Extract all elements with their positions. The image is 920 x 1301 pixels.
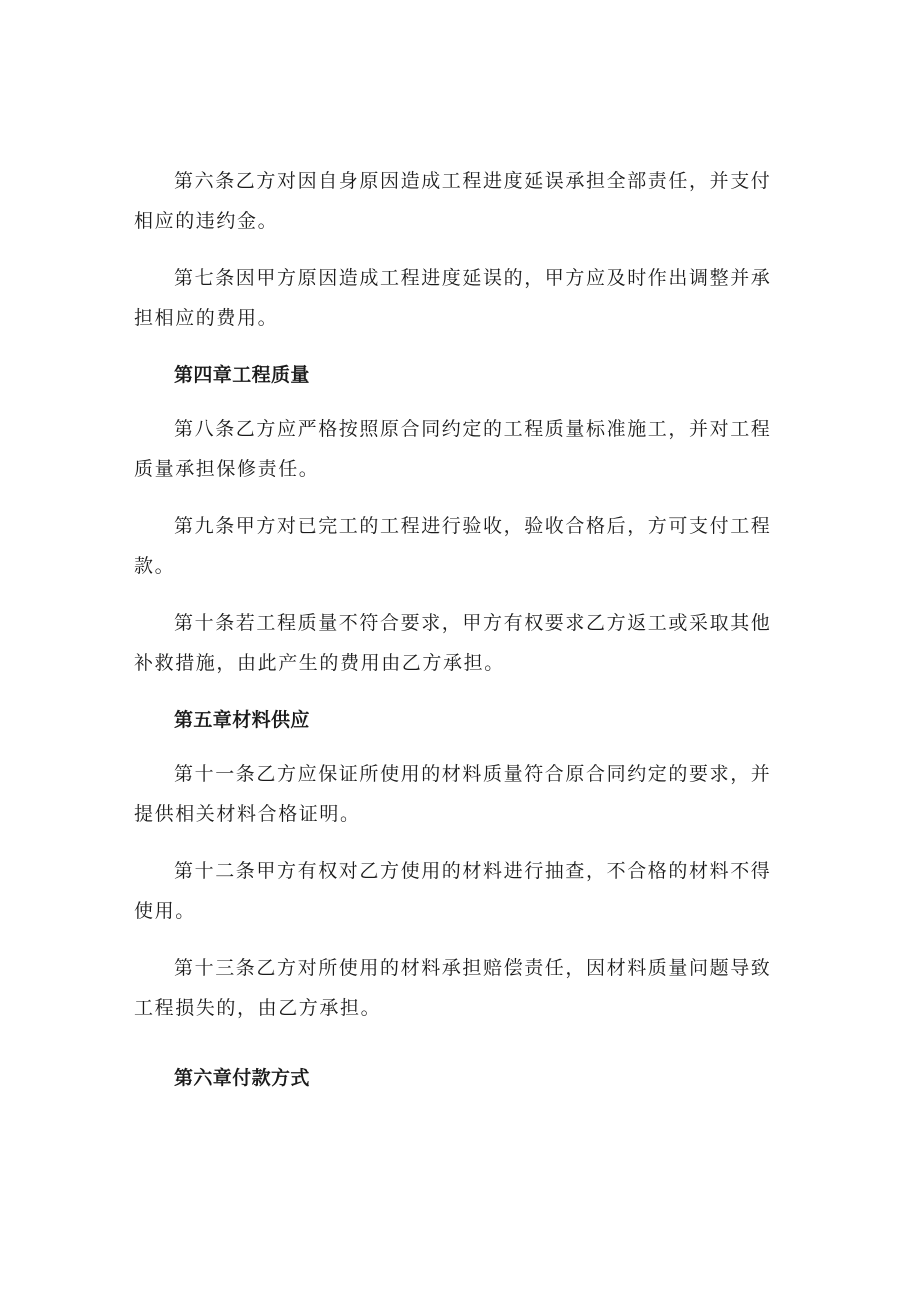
- article-12-line-1: 第十二条甲方有权对乙方使用的材料进行抽查，不合格的材料不得: [174, 860, 772, 882]
- article-6: [134, 161, 772, 241]
- article-13-line-1: 第十三条乙方对所使用的材料承担赔偿责任，因材料质量问题导致: [174, 957, 772, 979]
- chapter-5-heading: 第五章材料供应: [174, 709, 310, 731]
- chapter-6-heading: 第六章付款方式: [174, 1067, 310, 1089]
- article-12-line-2: 使用。: [134, 900, 196, 922]
- article-10-line-2: 补救措施，由此产生的费用由乙方承担。: [134, 652, 505, 674]
- article-10: [134, 603, 772, 683]
- article-8-line-1: 第八条乙方应严格按照原合同约定的工程质量标准施工，并对工程: [174, 418, 772, 440]
- article-8: [134, 409, 772, 489]
- article-13-line-2: 工程损失的，由乙方承担。: [134, 997, 382, 1019]
- article-6-line-1: 第六条乙方对因自身原因造成工程进度延误承担全部责任，并支付: [174, 170, 772, 192]
- article-11-line-2: 提供相关材料合格证明。: [134, 803, 361, 825]
- article-11: [134, 754, 772, 834]
- article-9-line-1: 第九条甲方对已完工的工程进行验收，验收合格后，方可支付工程: [174, 515, 772, 537]
- article-9: [134, 506, 772, 586]
- article-13: [134, 948, 772, 1028]
- article-9-line-2: 款。: [134, 555, 176, 577]
- article-7: [134, 258, 772, 338]
- article-6-line-2: 相应的违约金。: [134, 210, 279, 232]
- chapter-4-heading: 第四章工程质量: [174, 364, 310, 386]
- article-7-line-2: 担相应的费用。: [134, 307, 279, 329]
- article-10-line-1: 第十条若工程质量不符合要求，甲方有权要求乙方返工或采取其他: [174, 612, 772, 634]
- article-7-line-1: 第七条因甲方原因造成工程进度延误的，甲方应及时作出调整并承: [174, 267, 772, 289]
- article-8-line-2: 质量承担保修责任。: [134, 458, 320, 480]
- article-12: [134, 851, 772, 931]
- article-11-line-1: 第十一条乙方应保证所使用的材料质量符合原合同约定的要求，并: [174, 763, 772, 785]
